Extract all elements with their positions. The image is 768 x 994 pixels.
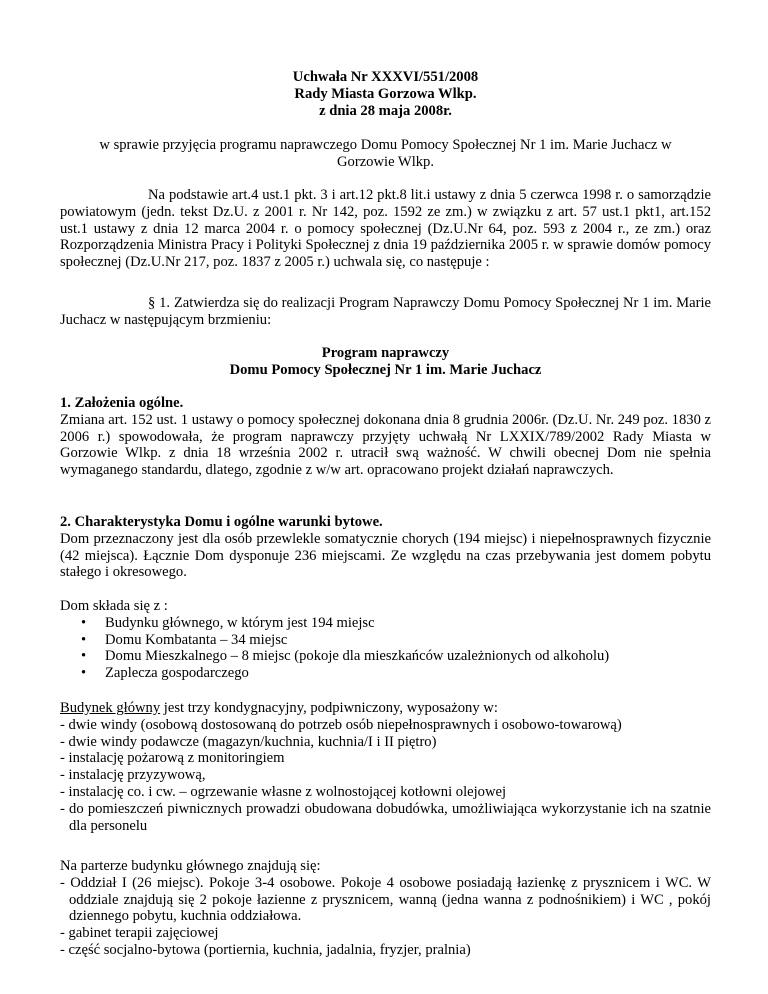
list-item: • Domu Mieszkalnego – 8 miejsc (pokoje dla mieszkańców uzależnionych od alkoholu)	[81, 648, 610, 665]
list-item: - gabinet terapii zajęciowej	[60, 925, 219, 942]
section-2-text: Dom przeznaczony jest dla osób przewlekle somatycznie chorych (194 miejsc) i niepełnosprawnych fizycznie (42 miejsca). Łącznie Dom dysponuje 236 miejscami. Ze względu na czas przebywania jest domem pobytu stałego i okresowego.	[60, 530, 711, 581]
ground-floor-block	[60, 858, 711, 959]
ground-floor-intro: Na parterze budynku głównego znajdują się:	[60, 858, 321, 874]
main-building-term: Budynek główny	[60, 700, 161, 716]
paragraph-1: § 1. Zatwierdza się do realizacji Program Naprawczy Domu Pomocy Społecznej Nr 1 im. Marie Juchacz w następującym brzmieniu:	[60, 295, 711, 328]
section-1-text: Zmiana art. 152 ust. 1 ustawy o pomocy społecznej dokonana dnia 8 grudnia 2006r. (Dz.U. Nr. 249 poz. 1830 z 2006 r.) spowodowała, że program naprawczy przyjęty uchwałą Nr LXXIX/789/2002 Rady Miasta w Gorzowie Wlkp. z dnia 18 września 2002 r. utracił swą ważność. W chwili obecnej Dom nie spełnia wymaganego standardu, dlatego, zgodnie z w/w art. opracowano projekt działań naprawczych.	[60, 411, 711, 479]
composition-list	[60, 615, 711, 682]
list-item: • Domu Kombatanta – 34 miejsc	[81, 631, 288, 648]
list-item: - instalację pożarową z monitoringiem	[60, 750, 285, 767]
list-item: • Zaplecza gospodarczego	[81, 665, 249, 682]
section-2	[60, 514, 711, 581]
bullet-icon: •	[81, 648, 87, 665]
list-item: - instalację co. i cw. – ogrzewanie własne z wolnostojącej kotłowni olejowej	[60, 783, 507, 800]
list-item: - do pomieszczeń piwnicznych prowadzi obudowana dobudówka, umożliwiająca wykorzystanie ich na szatnie dla personelu	[60, 800, 711, 834]
main-building-block	[60, 700, 711, 834]
bullet-icon: •	[81, 665, 87, 682]
program-title	[60, 345, 711, 379]
list-item: - część socjalno-bytowa (portiernia, kuchnia, jadalnia, fryzjer, pralnia)	[60, 941, 471, 958]
resolution-header	[60, 69, 711, 119]
resolution-subject: w sprawie przyjęcia programu naprawczego Domu Pomocy Społecznej Nr 1 im. Marie Juchacz w Gorzowie Wlkp.	[99, 137, 672, 170]
main-building-intro: Budynek główny jest trzy kondygnacyjny, podpiwniczony, wyposażony w:	[60, 700, 498, 716]
list-item: - dwie windy (osobową dostosowaną do potrzeb osób niepełnosprawnych i osobowo-towarową)	[60, 716, 622, 733]
legal-basis-paragraph: Na podstawie art.4 ust.1 pkt. 3 i art.12 pkt.8 lit.i ustawy z dnia 5 czerwca 1998 r. o samorządzie powiatowym (jedn. tekst Dz.U. z 2001 r. Nr 142, poz. 1592 ze zm.) w związku z art. 57 ust.1 pkt1, art.152 ust.1 ustawy z dnia 12 marca 2004 r. o pomocy społecznej (Dz.U.Nr 64, poz. 593 z 2004 r., ze zm.) oraz Rozporządzenia Ministra Pracy i Polityki Społecznej z dnia 19 października 2005 r. w sprawie domów pomocy społecznej (Dz.U.Nr 217, poz. 1837 z 2005 r.) uchwala się, co następuje :	[60, 187, 711, 271]
list-item: - Oddział I (26 miejsc). Pokoje 3-4 osobowe. Pokoje 4 osobowe posiadają łazienkę z prysznicem i WC. W oddziale znajdują się 2 pokoje łazienne z prysznicem, wanną (jedna wanna z podnośnikiem) i WC , pokój dziennego pobytu, kuchnia oddziałowa.	[60, 874, 711, 925]
section-2-heading: 2. Charakterystyka Domu i ogólne warunki bytowe.	[60, 514, 383, 530]
resolution-number: Uchwała Nr XXXVI/551/2008	[292, 69, 479, 85]
composition-block	[60, 598, 711, 682]
bullet-icon: •	[81, 614, 87, 631]
section-1	[60, 395, 711, 479]
program-title-line1: Program naprawczy	[321, 345, 450, 361]
composition-intro: Dom składa się z :	[60, 598, 168, 614]
list-item: • Budynku głównego, w którym jest 194 miejsc	[81, 614, 375, 631]
section-1-heading: 1. Założenia ogólne.	[60, 395, 184, 411]
program-title-line2: Domu Pomocy Społecznej Nr 1 im. Marie Juchacz	[229, 361, 542, 378]
bullet-icon: •	[81, 631, 87, 648]
list-item: - dwie windy podawcze (magazyn/kuchnia, kuchnia/I i II piętro)	[60, 733, 437, 750]
council-name: Rady Miasta Gorzowa Wlkp.	[294, 85, 477, 102]
list-item: - instalację przyzywową,	[60, 767, 206, 784]
resolution-date: z dnia 28 maja 2008r.	[319, 102, 452, 119]
